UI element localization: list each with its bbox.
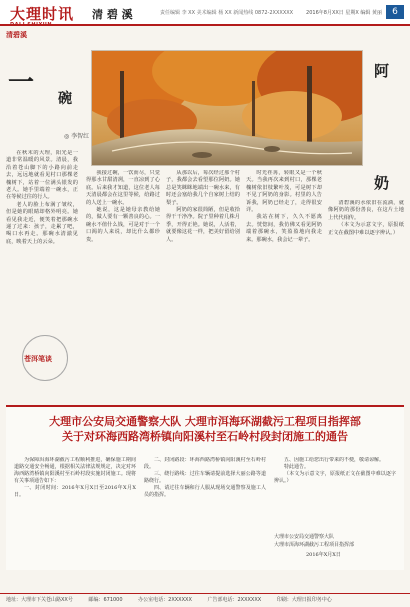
section-title: 清 碧 溪 (92, 8, 133, 21)
essay-column-1 (6, 150, 78, 330)
paragraph: 一、封闭时间：2016年X月X日至2016年X月X日。 (14, 485, 136, 498)
column-header: 清碧溪 (6, 30, 27, 39)
notice-column-3 (274, 457, 396, 527)
essay-column-2 (86, 170, 160, 400)
paragraph: 在秋末的大理，阳光是一道非常温暖的风景。清晨，我沿着苍山脚下的小路向前走去，远远地就看见村口那棵老槐树下，站着一位满头银发的老人。她手里端着一碗水，正在等候过往的行人。 (6, 150, 78, 201)
page-footer (0, 593, 410, 607)
paragraph: 二、封闭路段：环海西路湾桥镇向阳溪村至石岭村段。 (144, 457, 266, 470)
footer-office-phone: 办公室电话：2XXXXXX (138, 597, 192, 603)
notice-signature-2: 大理市洱海环湖截污工程项目指挥部 (274, 542, 355, 548)
paragraph: 她说，这是她母亲教给她的，做人要有一颗善良的心。一碗水不值什么钱，可是对于一个口渴的人来说，却比什么都珍贵。 (86, 207, 160, 243)
stamp-label: 苍洱笔谈 (24, 354, 52, 363)
page-number: 6 (386, 5, 404, 19)
paragraph: 我接过碗，一饮而尽，只觉得那水甘甜清冽，一直凉到了心底。后来我才知道，这位老人每天清晨都会在这里等候，给路过的人送上一碗水。 (86, 170, 160, 206)
brand-logo (10, 3, 74, 28)
paragraph: （本文为示意文字，原报纸正文在截图中难以逐字辨认。） (274, 471, 396, 484)
paragraph: 清碧溪的水依旧在流淌，就像阿奶的那份善良，在这片土地上代代相传。 (328, 200, 404, 221)
masthead-meta: 责任编辑 李 XX 美术编辑 杨 XX 新闻热线 0872-2XXXXXX (160, 10, 294, 16)
paragraph: 四、请过往车辆和行人服从现场交通警察及施工人员的指挥。 (144, 485, 266, 498)
essay-column-4 (246, 170, 322, 400)
paragraph: 时光荏苒，转眼又是一个秋天。当我再次来到村口，那棵老槐树依旧枝繁叶茂，可是树下却不见了阿奶的身影。村里的人告诉我，阿奶已经走了，走得很安详。 (246, 170, 322, 214)
paragraph: 从那以后，每次经过那个村子，我都会去看望那位阿奶。她总是笑眯眯地端出一碗水来，有时还会塞给我几个自家树上结的梨子。 (166, 170, 240, 206)
paragraph: 特此通告。 (284, 464, 310, 470)
masthead-date: 2016年8月XX日 星期X 编辑 黄丽 (306, 10, 382, 16)
notice-column-1 (14, 457, 136, 557)
masthead (0, 0, 410, 26)
notice-title-line-2: 关于对环海西路湾桥镇向阳溪村至石岭村段封闭施工的通告 (62, 430, 348, 443)
notice-column-2 (144, 457, 266, 557)
essay-byline: ◎ 李智红 (64, 133, 90, 140)
footer-postcode: 邮编：671000 (88, 597, 123, 603)
essay-title-char-2: 碗 (58, 91, 72, 107)
paragraph: 老人的脸上布满了皱纹，但是她的眼睛却格外明亮。她看见我走近，便笑着把那碗水递了过来：孩子，走累了吧，喝口水再走。那碗水清澈见底，映着天上的云朵。 (6, 201, 78, 245)
traffic-notice (6, 405, 404, 570)
paragraph: 阿奶的家很简陋，但是收拾得干干净净。院子里种着几株月季，开得正艳。她说，人活着，就要像这花一样，把美好留给别人。 (166, 207, 240, 243)
paragraph: 三、绕行路线：过往车辆请提前选择大丽公路等道路绕行。 (144, 471, 266, 484)
footer-ad-phone: 广告部电话：2XXXXXX (207, 597, 262, 603)
footer-printer: 印刷：大理日报印务中心 (276, 597, 332, 603)
paragraph: 为保障洱海环湖截污工程顺利推进，确保施工期间道路交通安全畅通，根据相关法律法规规定，决定对环海西路湾桥镇向阳溪村至石岭村段实施封闭施工。现将有关事项通告如下： (14, 457, 136, 484)
brand-pinyin: DALI SHIXUN (10, 22, 53, 28)
essay-title-char-5: 奶 (374, 174, 390, 192)
essay-title-char-4: 阿 (374, 62, 390, 80)
brand-name: 大理时讯 (10, 5, 75, 23)
paragraph: 我站在树下，久久不愿离去。恍惚间，我仿佛又看见阿奶端着那碗水，笑盈盈地向我走来。那碗水，我会记一辈子。 (246, 214, 322, 243)
autumn-stream-photo (91, 50, 363, 166)
notice-signature-1: 大理市公安局交通警察大队 (274, 534, 335, 540)
essay-column-5 (328, 200, 404, 400)
footer-address: 地址：大理市下关苍山路XX号 (6, 597, 73, 603)
notice-title (16, 414, 394, 444)
notice-date: 2016年X月X日 (306, 552, 341, 558)
paragraph: 五、因施工给您出行带来的不便，敬请谅解。 (284, 457, 385, 463)
essay-title-char-1: 一 (8, 68, 35, 98)
essay-column-3 (166, 170, 240, 400)
notice-title-line-1: 大理市公安局交通警察大队 大理市洱海环湖截污工程项目指挥部 (49, 415, 361, 428)
paragraph: （本文为示意文字，原报纸正文在截图中难以逐字辨认。） (328, 222, 404, 236)
